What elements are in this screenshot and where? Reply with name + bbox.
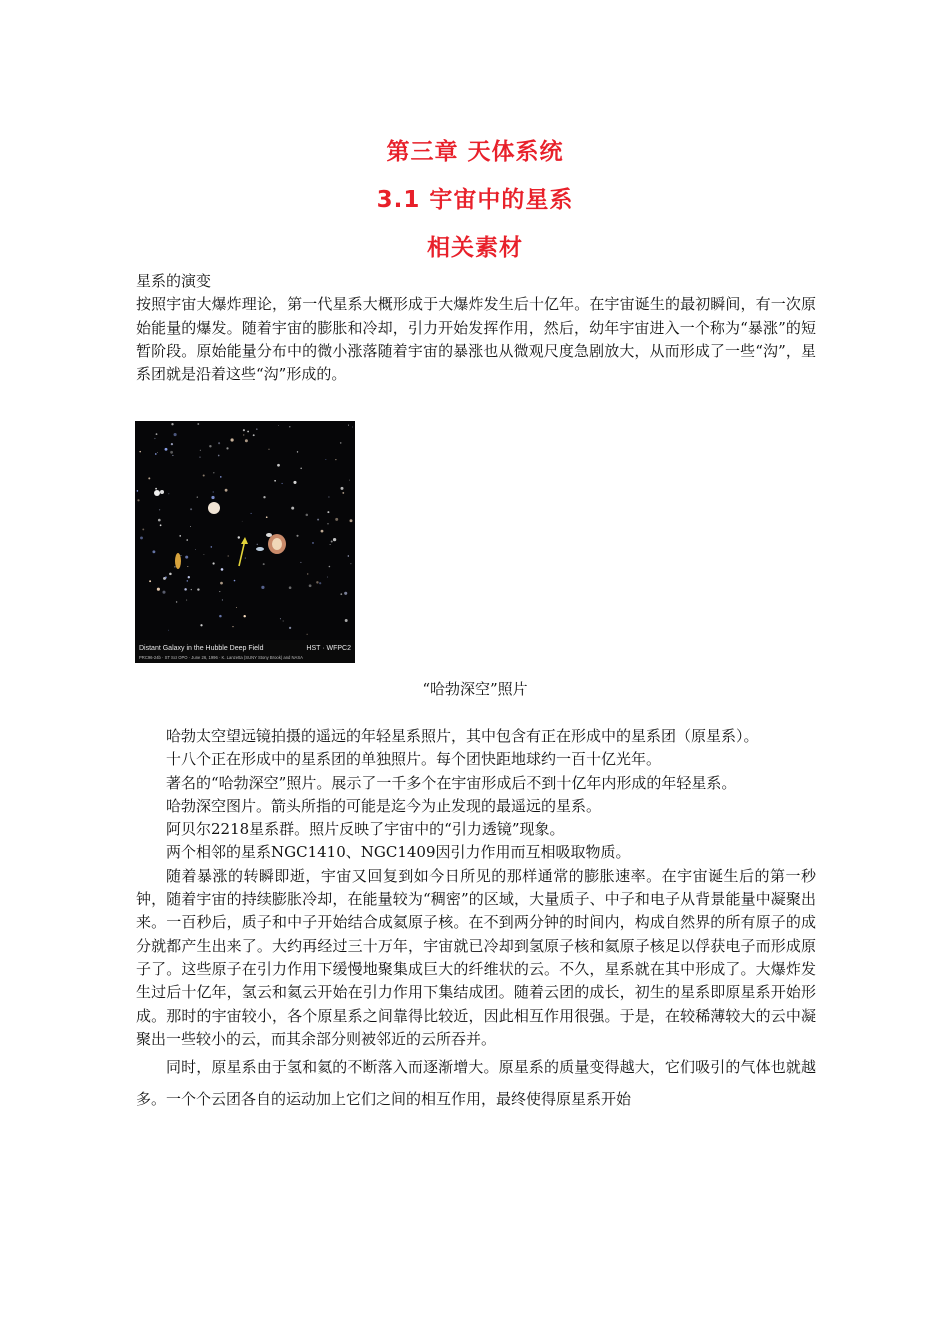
star-dot bbox=[200, 450, 201, 451]
chapter-title: 第三章 天体系统 bbox=[386, 139, 564, 165]
star-dot bbox=[211, 546, 213, 548]
star-dot bbox=[154, 438, 155, 439]
star-dot bbox=[176, 601, 177, 602]
star-dot bbox=[171, 423, 173, 425]
star-dot bbox=[263, 563, 265, 565]
star-dot bbox=[350, 563, 351, 564]
hubble-deep-field-photo bbox=[135, 421, 355, 663]
star-dot bbox=[245, 558, 246, 559]
star-dot bbox=[296, 535, 298, 537]
star-dot bbox=[232, 626, 233, 627]
star-dot bbox=[219, 591, 220, 592]
body-paragraph: 两个相邻的星系NGC1410、NGC1409因引力作用而互相吸取物质。 bbox=[166, 843, 631, 862]
star-dot bbox=[282, 483, 283, 484]
star-dot bbox=[300, 468, 302, 470]
star-dot bbox=[300, 562, 301, 563]
star-dot bbox=[352, 427, 353, 428]
star-dot bbox=[159, 509, 160, 510]
star-dot bbox=[160, 524, 162, 526]
star-dot bbox=[174, 566, 175, 567]
star-dot bbox=[307, 634, 308, 635]
star-dot bbox=[230, 438, 233, 441]
star-dot bbox=[243, 615, 245, 617]
star-dot bbox=[218, 455, 220, 457]
star-dot bbox=[156, 433, 158, 435]
star-dot bbox=[139, 451, 141, 453]
star-dot bbox=[307, 573, 308, 574]
star-dot bbox=[344, 592, 347, 595]
star-dot bbox=[187, 566, 188, 567]
title-block bbox=[0, 128, 950, 272]
intro-section bbox=[136, 270, 816, 386]
star-dot bbox=[291, 507, 294, 510]
star-dot bbox=[234, 580, 236, 582]
body-paragraph: 哈勃深空图片。箭头所指的可能是迄今为止发现的最遥远的星系。 bbox=[166, 796, 602, 815]
star-dot bbox=[165, 448, 168, 451]
star-dot bbox=[349, 480, 350, 481]
star-dot bbox=[219, 615, 222, 618]
intro-paragraph: 按照宇宙大爆炸理论，第一代星系大概形成于大爆炸发生后十亿年。在宇宙诞生的最初瞬间，有一次原始能量的爆发。随着宇宙的膨胀和冷却，引力开始发挥作用，然后，幼年宇宙进入一个称为“暴涨”的短暂阶段。原始能量分布中的微小涨落随着宇宙的暴涨也从微观尺度急剧放大，从而形成了一些“沟”，星系团就是沿着这些“沟”形成的。 bbox=[136, 295, 816, 384]
star-dot bbox=[174, 433, 177, 436]
star-dot bbox=[348, 425, 349, 426]
star-dot bbox=[197, 423, 199, 425]
star-dot bbox=[327, 523, 328, 524]
star-dot bbox=[342, 492, 344, 494]
star-dot bbox=[191, 589, 192, 590]
star-dot bbox=[213, 472, 214, 473]
star-dot bbox=[266, 516, 268, 518]
star-dot bbox=[289, 426, 290, 427]
body-text bbox=[136, 725, 816, 1115]
star-dot bbox=[312, 542, 313, 543]
galaxy-blob bbox=[208, 502, 220, 514]
star-dot bbox=[335, 459, 336, 460]
star-dot bbox=[326, 459, 327, 460]
star-dot bbox=[253, 434, 255, 436]
star-dot bbox=[345, 619, 348, 622]
star-dot bbox=[289, 586, 292, 589]
deep-field-image bbox=[135, 421, 355, 663]
section-title: 3.1 宇宙中的星系 bbox=[376, 187, 574, 213]
star-dot bbox=[317, 519, 319, 521]
star-dot bbox=[293, 481, 296, 484]
star-dot bbox=[316, 581, 318, 583]
star-dot bbox=[140, 536, 143, 539]
star-dot bbox=[155, 488, 157, 490]
star-dot bbox=[180, 555, 181, 556]
star-dot bbox=[152, 550, 155, 553]
star-dot bbox=[261, 586, 264, 589]
star-dot bbox=[277, 464, 280, 467]
star-dot bbox=[331, 540, 333, 542]
star-dot bbox=[330, 544, 331, 545]
star-dot bbox=[213, 562, 215, 564]
star-dot bbox=[278, 425, 279, 426]
star-dot bbox=[329, 566, 331, 568]
star-dot bbox=[162, 591, 165, 594]
star-dot bbox=[321, 530, 324, 533]
star-dot bbox=[263, 496, 265, 498]
star-dot bbox=[247, 431, 249, 433]
star-dot bbox=[199, 457, 200, 458]
star-dot bbox=[220, 476, 222, 478]
star-dot bbox=[228, 555, 229, 556]
star-dot bbox=[185, 556, 188, 559]
star-dot bbox=[226, 447, 228, 449]
star-dot bbox=[213, 491, 214, 492]
star-dot bbox=[245, 439, 248, 442]
star-dot bbox=[197, 588, 199, 590]
star-dot bbox=[203, 474, 205, 476]
star-dot bbox=[348, 555, 349, 556]
star-dot bbox=[238, 536, 240, 538]
photo-overlay-credit: PRC96-24b · ST ScI OPO · June 26, 1996 · K. Lanzetta (SUNY Stony Brook) and NASA bbox=[139, 655, 303, 660]
star-dot bbox=[283, 620, 284, 621]
star-dot bbox=[157, 452, 158, 453]
star-dot bbox=[340, 593, 342, 595]
star-dot bbox=[319, 582, 321, 584]
star-dot bbox=[327, 511, 329, 513]
body-paragraph: 哈勃太空望远镜拍摄的遥远的年轻星系照片，其中包含有正在形成中的星系团（原星系）。 bbox=[166, 727, 759, 745]
star-dot bbox=[188, 576, 190, 578]
photo-caption: “哈勃深空”照片 bbox=[422, 680, 528, 698]
photo-overlay-title: Distant Galaxy in the Hubble Deep Field bbox=[139, 645, 264, 652]
star-dot bbox=[184, 588, 187, 591]
intro-heading: 星系的演变 bbox=[136, 272, 212, 290]
star-dot bbox=[220, 582, 223, 585]
star-dot bbox=[243, 429, 245, 431]
spiral-galaxy-core bbox=[272, 538, 282, 550]
body-paragraph: 著名的“哈勃深空”照片。展示了一千多个在宇宙形成后不到十亿年内形成的年轻星系。 bbox=[166, 773, 737, 792]
star-dot bbox=[195, 549, 196, 550]
body-paragraph: 阿贝尔2218星系群。照片反映了宇宙中的“引力透镜”现象。 bbox=[166, 820, 565, 839]
star-dot bbox=[158, 519, 161, 522]
star-dot bbox=[243, 434, 244, 435]
star-dot bbox=[142, 528, 144, 530]
star-dot bbox=[221, 568, 224, 571]
star-dot bbox=[190, 526, 191, 527]
star-dot bbox=[179, 535, 181, 537]
star-dot bbox=[149, 580, 151, 582]
star-dot bbox=[168, 493, 169, 494]
star-dot bbox=[137, 499, 139, 501]
star-dot bbox=[165, 576, 167, 578]
star-dot bbox=[190, 508, 192, 510]
star-dot bbox=[327, 577, 328, 578]
star-dot bbox=[172, 455, 173, 456]
star-dot bbox=[236, 607, 237, 608]
star-dot bbox=[170, 451, 173, 454]
star-dot bbox=[289, 627, 291, 629]
galaxy-blob bbox=[266, 533, 272, 537]
subtitle: 相关素材 bbox=[427, 235, 523, 261]
star-dot bbox=[350, 519, 353, 522]
star-dot bbox=[169, 573, 172, 576]
star-dot bbox=[328, 496, 329, 497]
star-dot bbox=[155, 453, 157, 455]
star-dot bbox=[297, 451, 298, 452]
star-dot bbox=[137, 490, 139, 492]
star-dot bbox=[309, 584, 312, 587]
galaxy-blob bbox=[154, 490, 160, 496]
star-dot bbox=[242, 521, 243, 522]
star-dot bbox=[280, 618, 281, 619]
star-dot bbox=[148, 477, 150, 479]
galaxy-blob bbox=[175, 553, 181, 569]
galaxy-blob bbox=[160, 490, 164, 494]
star-dot bbox=[274, 480, 276, 482]
star-dot bbox=[203, 554, 204, 555]
body-paragraph: 十八个正在形成中的星系团的单独照片。每个团快距地球约一百十亿光年。 bbox=[166, 750, 662, 769]
photo-overlay-instrument: HST · WFPC2 bbox=[306, 645, 351, 652]
star-dot bbox=[341, 487, 344, 490]
star-dot bbox=[257, 544, 258, 545]
star-dot bbox=[209, 445, 211, 447]
body-paragraph: 同时，原星系由于氢和氦的不断落入而逐渐增大。原星系的质量变得越大，它们吸引的气体也就越多。一个个云团各自的运动加上它们之间的相互作用，最终使得原星系开始 bbox=[136, 1058, 816, 1109]
star-dot bbox=[268, 449, 269, 450]
star-dot bbox=[157, 588, 160, 591]
star-dot bbox=[211, 496, 214, 499]
star-dot bbox=[197, 496, 198, 497]
star-dot bbox=[256, 428, 258, 430]
star-dot bbox=[335, 518, 338, 521]
star-dot bbox=[200, 624, 202, 626]
star-dot bbox=[306, 514, 309, 517]
star-dot bbox=[171, 443, 173, 445]
star-dot bbox=[168, 630, 169, 631]
star-dot bbox=[333, 538, 336, 541]
star-dot bbox=[186, 600, 187, 601]
star-dot bbox=[218, 442, 220, 444]
star-dot bbox=[222, 599, 223, 600]
star-dot bbox=[225, 489, 228, 492]
body-paragraph: 随着暴涨的转瞬即逝，宇宙又回复到如今日所见的那样通常的膨胀速率。在宇宙诞生后的第一秒钟，随着宇宙的持续膨胀冷却，在能量较为“稠密”的区域，大量质子、中子和电子从背景能量中凝聚出来。一百秒后，质子和中子开始结合成氦原子核。在不到两分钟的时间内，构成自然界的所有原子的成分就都产生出来了。大约再经过三十万年，宇宙就已冷却到氢原子核和氦原子核足以俘获电子而形成原子了。这些原子在引力作用下缓慢地聚集成巨大的纤维状的云。不久，星系就在其中形成了。大爆炸发生过后十亿年，氢云和氦云开始在引力作用下集结成团。随着云团的成长，初生的星系即原星系开始形成。那时的宇宙较小，各个原星系之间靠得比较近，因此相互作用很强。于是，在较稀薄较大的云中凝聚出一些较小的云，而其余部分则被邻近的云所吞并。 bbox=[136, 866, 816, 1048]
star-dot bbox=[251, 513, 252, 514]
star-dot bbox=[187, 580, 189, 582]
star-dot bbox=[340, 442, 342, 444]
galaxy-blob bbox=[256, 547, 264, 551]
star-dot bbox=[186, 539, 188, 541]
